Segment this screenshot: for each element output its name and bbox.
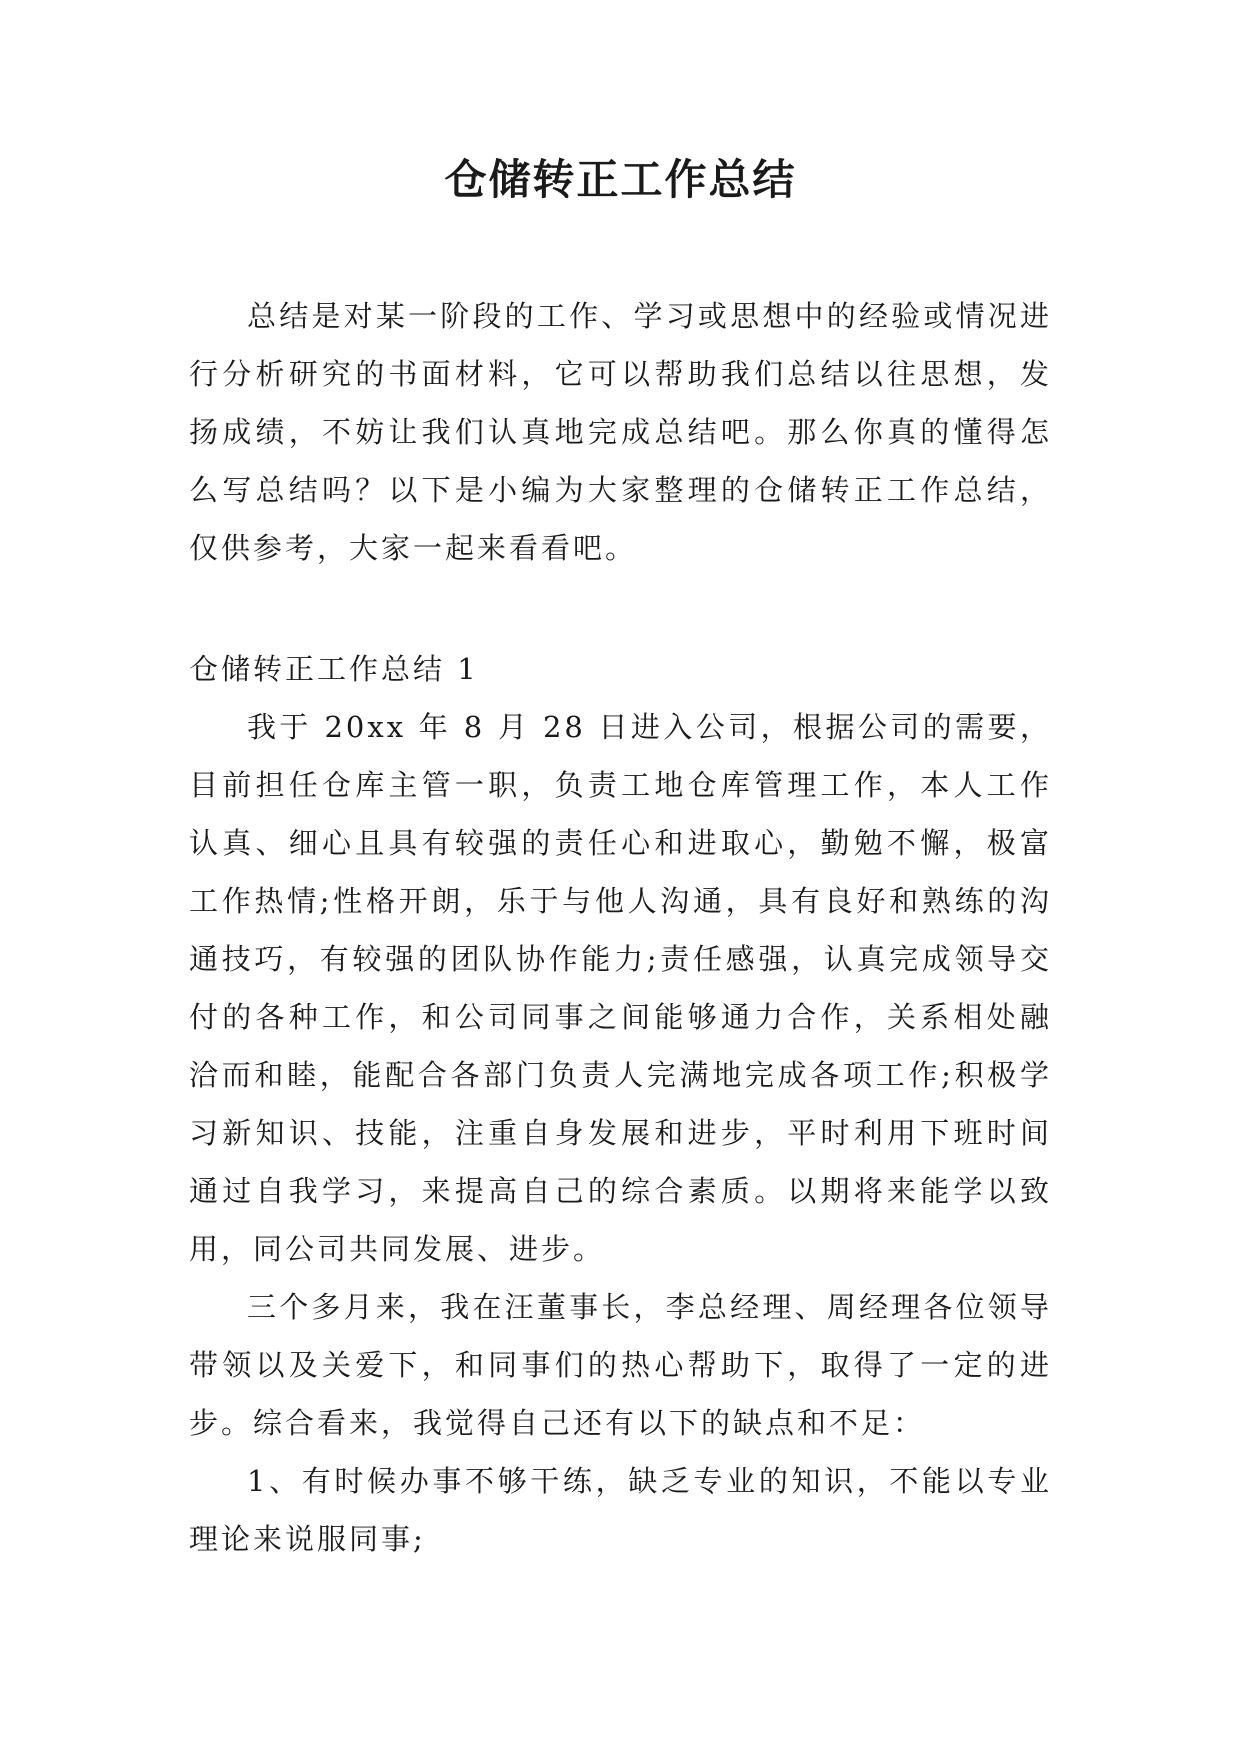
intro-block [189,287,1052,577]
body-paragraph-3: 1、有时候办事不够干练，缺乏专业的知识，不能以专业理论来说服同事; [189,1464,1052,1556]
intro-paragraph: 总结是对某一阶段的工作、学习或思想中的经验或情况进行分析研究的书面材料，它可以帮助我们总结以往思想，发扬成绩，不妨让我们认真地完成总结吧。那么你真的懂得怎么写总结吗？以下是小编为大家整理的仓储转正工作总结，仅供参考，大家一起来看看吧。 [189,299,1052,565]
document-title: 仓储转正工作总结 [444,155,797,204]
section-block [189,640,1052,1568]
body-paragraph-1: 我于 20xx 年 8 月 28 日进入公司，根据公司的需要，目前担任仓库主管一职，负责工地仓库管理工作，本人工作认真、细心且具有较强的责任心和进取心，勤勉不懈，极富工作热情;性格开朗，乐于与他人沟通，具有良好和熟练的沟通技巧，有较强的团队协作能力;责任感强，认真完成领导交付的各种工作，和公司同事之间能够通力合作，关系相处融洽而和睦，能配合各部门负责人完满地完成各项工作;积极学习新知识、技能，注重自身发展和进步，平时利用下班时间通过自我学习，来提高自己的综合素质。以期将来能学以致用，同公司共同发展、进步。 [189,710,1052,1266]
section-heading: 仓储转正工作总结 1 [189,652,479,686]
body-paragraph-2: 三个多月来，我在汪董事长，李总经理、周经理各位领导带领以及关爱下，和同事们的热心帮助下，取得了一定的进步。综合看来，我觉得自己还有以下的缺点和不足： [189,1290,1052,1440]
